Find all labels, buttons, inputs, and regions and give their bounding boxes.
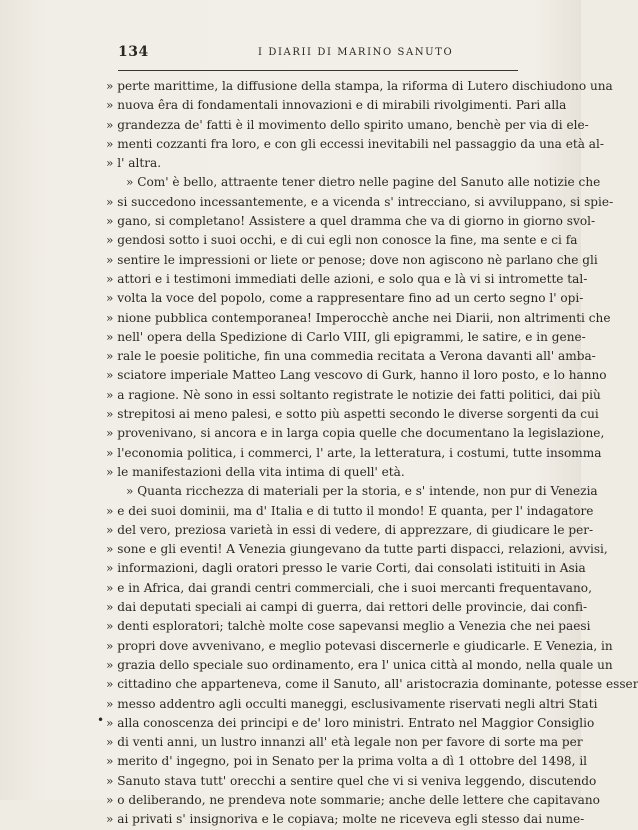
text-line: » messo addentro agli occulti maneggi, esclusivamente riservati negli altri Stati [106,696,598,711]
text-line: » del vero, preziosa varietà in essi di vedere, di apprezzare, di giudicare le per- [106,522,594,537]
text-line: » si succedono incessantemente, e a vicenda s' intrecciano, si avviluppano, si spie- [106,194,614,209]
text-line: » volta la voce del popolo, come a rappresentare fino ad un certo segno l' opi- [106,291,584,306]
text-line: » denti esploratori; talchè molte cose sapevansi meglio a Venezia che nei paesi [106,619,591,634]
text-line: » ai privati s' insignoriva e le copiava; molte ne riceveva egli stesso dai nume- [106,812,585,827]
text-line: » e dei suoi dominii, ma d' Italia e di tutto il mondo! E quanta, per l' indagatore [106,503,594,518]
page-body-text [106,77,638,830]
text-line: » grandezza de' fatti è il movimento dello spirito umano, benchè per via di ele- [106,117,589,132]
text-line: » l'economia politica, i commerci, l' arte, la letteratura, i costumi, tutte insomma [106,445,602,460]
text-line: » l' altra. [106,156,162,171]
text-line: » propri dove avvenivano, e meglio potevasi discernerle e giudicarle. E Venezia, in [106,638,613,653]
text-line: » Sanuto stava tutt' orecchi a sentire quel che vi si veniva leggendo, discutendo [106,773,597,788]
text-line: » nione pubblica contemporanea! Imperocchè anche nei Diarii, non altrimenti che [106,310,611,325]
text-line: » provenivano, si ancora e in larga copia quelle che documentano la legislazione, [106,426,605,441]
text-line: » grazia dello speciale suo ordinamento, era l' unica città al mondo, nella quale un [106,657,613,672]
text-line: » o deliberando, ne prendeva note sommarie; anche delle lettere che capitavano [106,792,600,807]
text-line: » perte marittime, la diffusione della stampa, la riforma di Lutero dischiudono una [106,79,613,93]
page-header [118,44,518,64]
text-line: » rale le poesie politiche, fin una commedia recitata a Verona davanti all' amba- [106,349,596,364]
text-line: » dai deputati speciali ai campi di guerra, dai rettori delle provincie, dai confi- [106,600,588,615]
text-line: » gano, si completano! Assistere a quel dramma che va di giorno in giorno svol- [106,214,596,229]
margin-mark: • [97,713,105,727]
text-line: » Com' è bello, attraente tener dietro nelle pagine del Sanuto alle notizie che [126,175,601,190]
text-line: » informazioni, dagli oratori presso le varie Corti, dai consolati istituiti in Asia [106,561,586,576]
text-line: » merito d' ingegno, poi in Senato per la prima volta a dì 1 ottobre del 1498, il [106,754,588,769]
text-line: » sciatore imperiale Matteo Lang vescovo di Gurk, hanno il loro posto, e lo hanno [106,368,607,383]
text-line: » sentire le impressioni or liete or penose; dove non agiscono nè parlano che gli [106,252,598,267]
text-line: » gendosi sotto i suoi occhi, e di cui egli non conosce la fine, ma sente e ci fa [106,233,578,248]
text-line: » Quanta ricchezza di materiali per la storia, e s' intende, non pur di Venezia [126,484,598,499]
text-line: » nuova êra di fondamentali innovazioni e di mirabili rivolgimenti. Pari alla [106,98,567,113]
text-line: » di venti anni, un lustro innanzi all' età legale non per favore di sorte ma per [106,735,583,750]
text-line: » e in Africa, dai grandi centri commerciali, che i suoi mercanti frequentavano, [106,580,592,595]
text-line: » strepitosi ai meno palesi, e sotto più aspetti secondo le diverse sorgenti da cui [106,407,599,422]
text-line: » cittadino che apparteneva, come il Sanuto, all' aristocrazia dominante, potesse esser [106,677,638,692]
running-title: I DIARII DI MARINO SANUTO [258,47,454,58]
text-line: » nell' opera della Spedizione di Carlo VIII, gli epigrammi, le satire, e in gene- [106,329,586,344]
page-number: 134 [118,44,149,60]
text-line: » alla conoscenza dei principi e de' loro ministri. Entrato nel Maggior Consiglio [106,715,595,730]
header-rule [118,70,518,71]
text-line: » attori e i testimoni immediati delle azioni, e solo qua e là vi si intromette tal- [106,271,588,286]
text-line: » sone e gli eventi! A Venezia giungevano da tutte parti dispacci, relazioni, avvisi, [106,542,608,557]
text-line: » le manifestazioni della vita intima di quell' età. [106,464,405,479]
text-line: » menti cozzanti fra loro, e con gli eccessi inevitabili nel passaggio da una età al- [106,136,604,151]
text-line: » a ragione. Nè sono in essi soltanto registrate le notizie dei fatti politici, dai più [106,387,601,402]
